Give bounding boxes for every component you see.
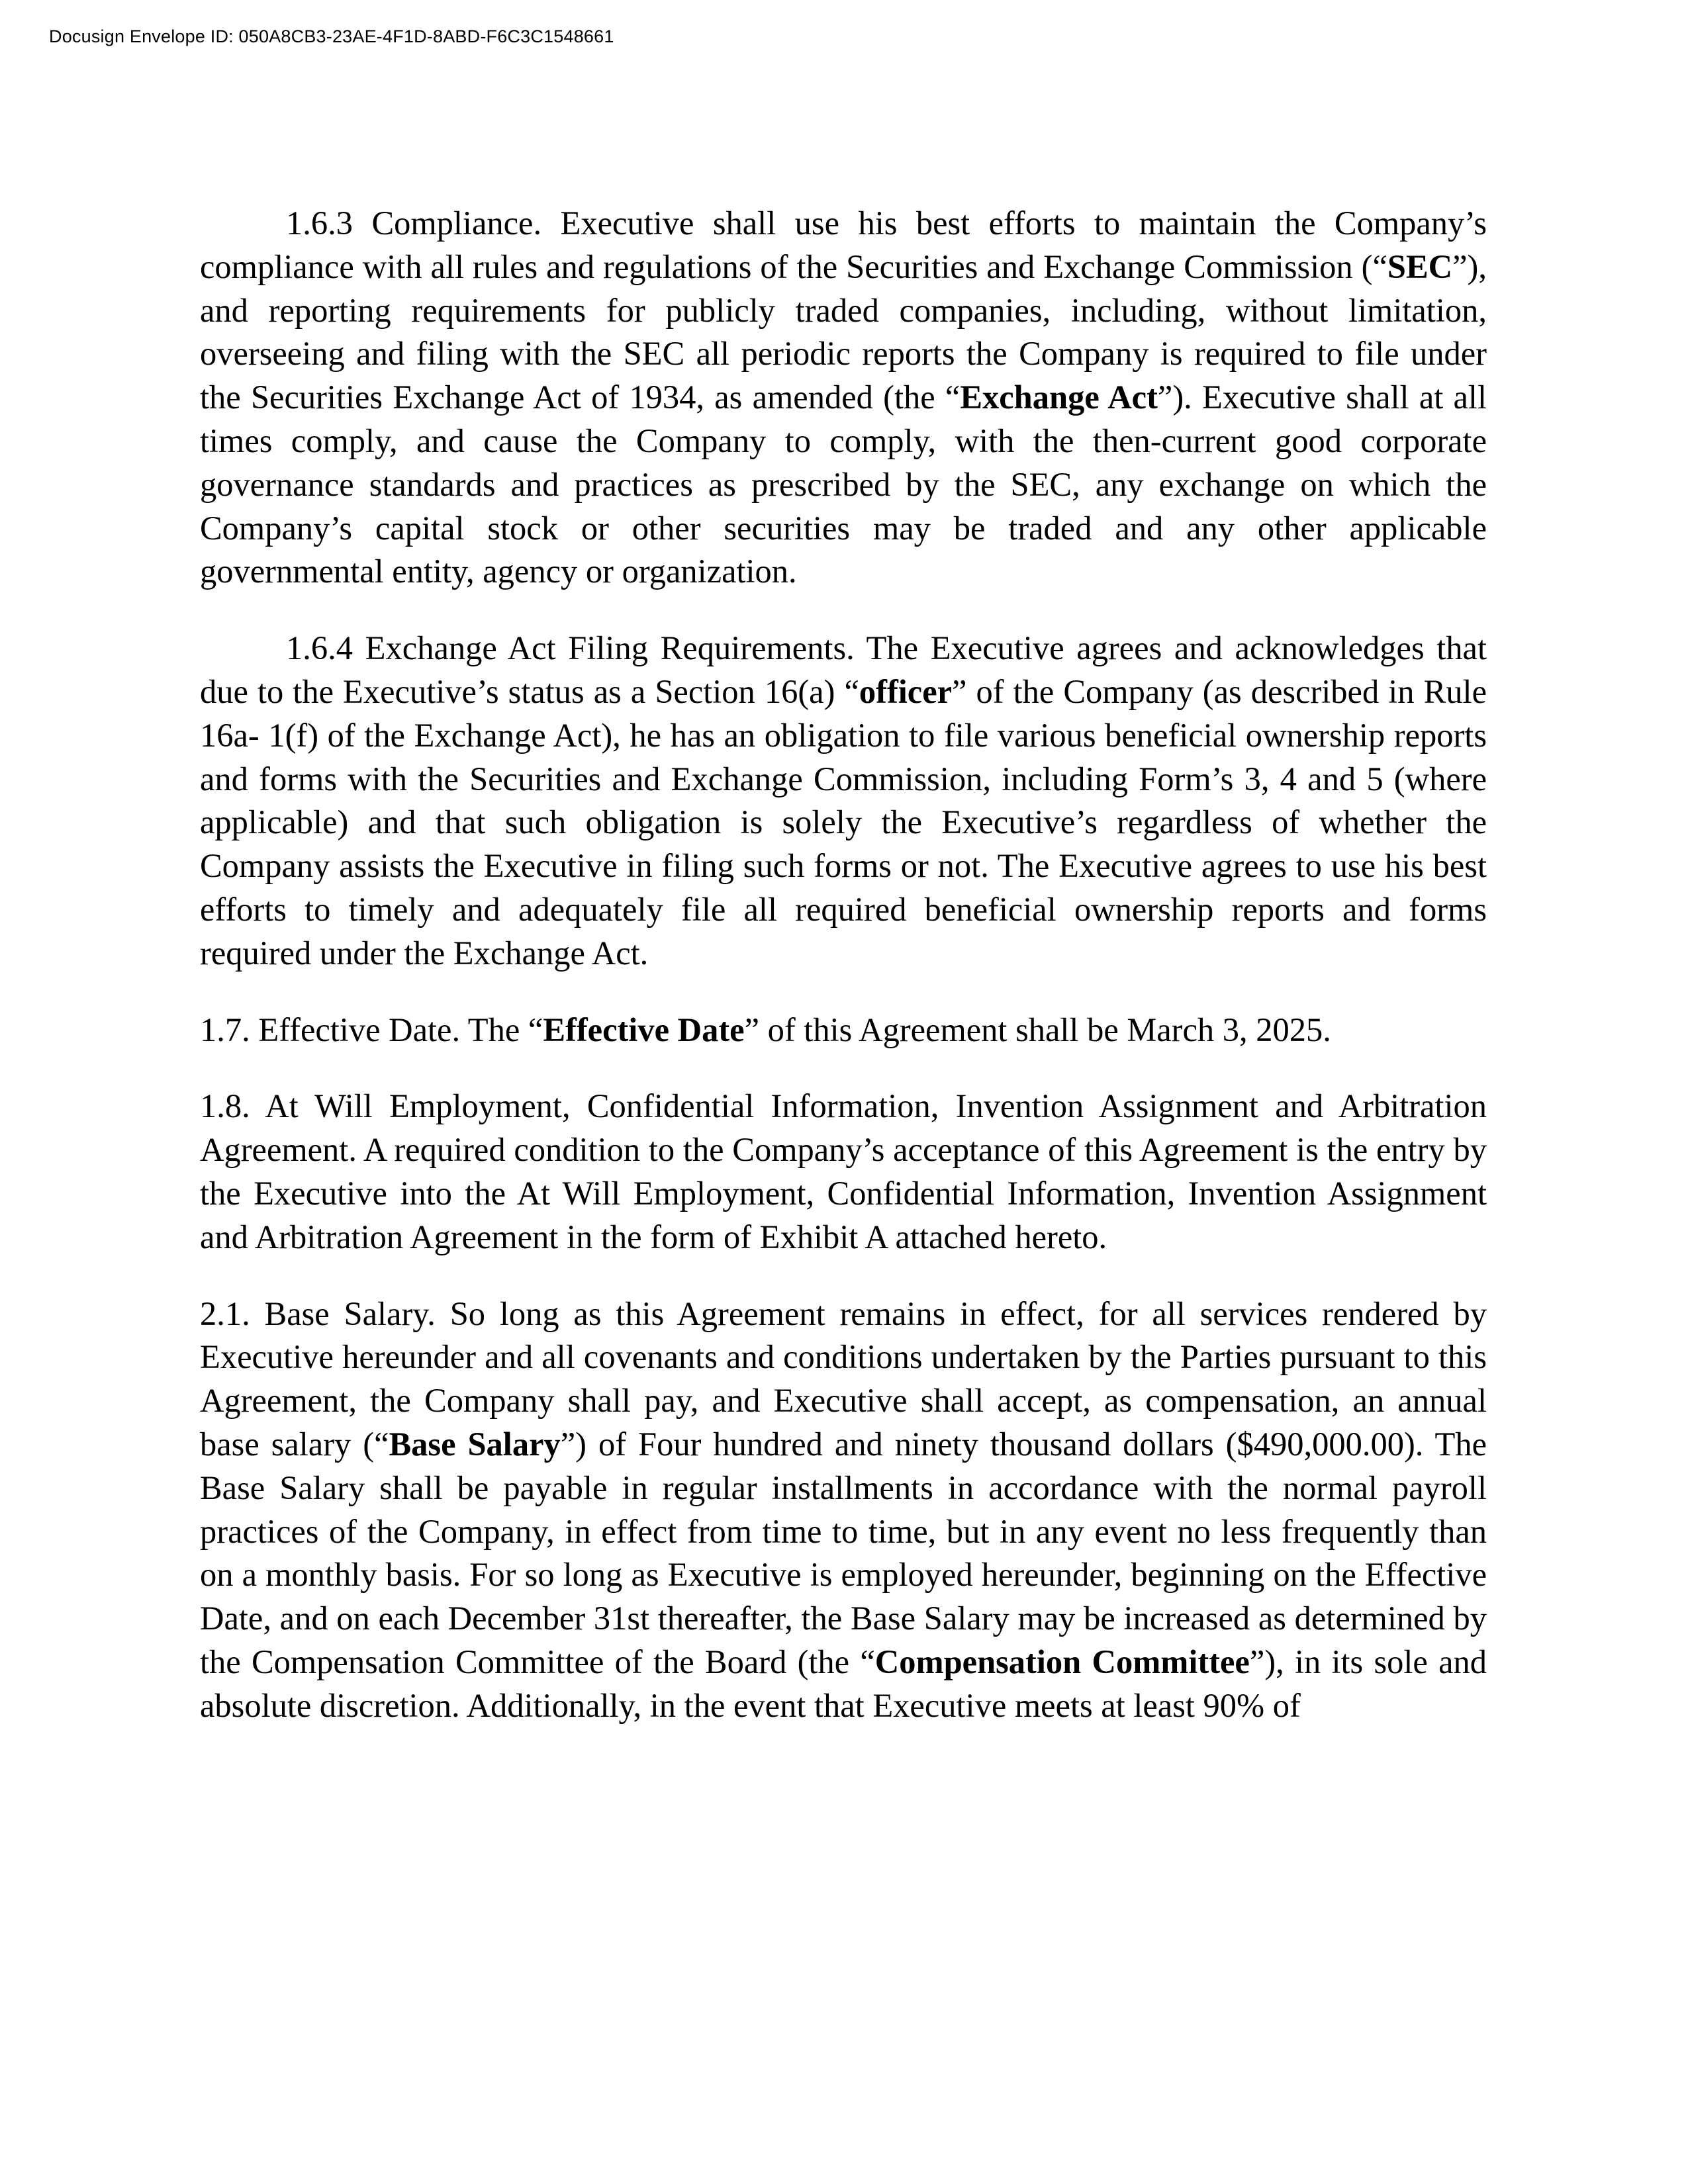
- document-body: [200, 202, 1487, 1728]
- defined-term-base-salary: Base Salary: [389, 1425, 561, 1463]
- section-2-1-text-2: ”) of Four hundred and ninety thousand dollars ($490,000.00). The Base Salary shall be payable in regular installments in accordance with the normal payroll practices of the Company, in effect from time to time, but in any event no less frequently than on a monthly basis. For so long as Executive is employed hereunder, beginning on the Effective Date, and on each December 31st thereafter, the Base Salary may be increased as determined by the Compensation Committee of the Board (the “: [200, 1425, 1487, 1680]
- section-1-6-3-text-3: ”). Executive shall at all times comply, and cause the Company to comply, with the then-current good corporate governance standards and practices as prescribed by the SEC, any exchange on which the Company’s capital stock or other securities may be traded and any other applicable governmental entity, agency or organization.: [200, 379, 1487, 590]
- section-1-6-4-text-2: ” of the Company (as described in Rule 16a- 1(f) of the Exchange Act), he has an obligation to file various beneficial ownership reports and forms with the Securities and Exchange Commission, including Form’s 3, 4 and 5 (where applicable) and that such obligation is solely the Executive’s regardless of whether the Company assists the Executive in filing such forms or not. The Executive agrees to use his best efforts to timely and adequately file all required beneficial ownership reports and forms required under the Exchange Act.: [200, 672, 1487, 972]
- docusign-envelope-id: Docusign Envelope ID: 050A8CB3-23AE-4F1D-8ABD-F6C3C1548661: [49, 26, 614, 46]
- defined-term-officer: officer: [859, 672, 953, 710]
- section-1-8-text-1: 1.8. At Will Employment, Confidential Information, Invention Assignment and Arbitration Agreement. A required condition to the Company’s acceptance of this Agreement is the entry by the Executive into the At Will Employment, Confidential Information, Invention Assignment and Arbitration Agreement in the form of Exhibit A attached hereto.: [200, 1087, 1487, 1255]
- section-2-1-base-salary: [200, 1293, 1487, 1728]
- section-1-7-text-1: 1.7. Effective Date. The “: [200, 1011, 543, 1048]
- section-1-6-4-filing-requirements: [200, 627, 1487, 975]
- defined-term-compensation-committee: Compensation Committee: [874, 1643, 1250, 1680]
- section-1-6-3-text-2: ”), and reporting requirements for publicly traded companies, including, without limitation, overseeing and filing with the SEC all periodic reports the Company is required to file under the Securities Exchange Act of 1934, as amended (the “: [200, 248, 1487, 416]
- section-2-1-text-3: ”), in its sole and absolute discretion. Additionally, in the event that Executive meets at least 90% of: [200, 1643, 1487, 1724]
- section-1-7-text-2: ” of this Agreement shall be March 3, 2025.: [744, 1011, 1331, 1048]
- section-1-7-effective-date: [200, 1009, 1487, 1052]
- section-1-8-at-will-employment: [200, 1085, 1487, 1259]
- defined-term-exchange-act: Exchange Act: [960, 379, 1158, 416]
- section-1-6-3-compliance: [200, 202, 1487, 594]
- defined-term-effective-date: Effective Date: [543, 1011, 745, 1048]
- defined-term-sec: SEC: [1387, 248, 1453, 285]
- section-1-6-4-text-1: 1.6.4 Exchange Act Filing Requirements. The Executive agrees and acknowledges that due to the Executive’s status as a Section 16(a) “: [200, 629, 1487, 710]
- section-1-6-3-text-1: 1.6.3 Compliance. Executive shall use his best efforts to maintain the Company’s compliance with all rules and regulations of the Securities and Exchange Commission (“: [200, 205, 1487, 285]
- section-2-1-text-1: 2.1. Base Salary. So long as this Agreement remains in effect, for all services rendered by Executive hereunder and all covenants and conditions undertaken by the Parties pursuant to this Agreement, the Company shall pay, and Executive shall accept, as compensation, an annual base salary (“: [200, 1295, 1487, 1463]
